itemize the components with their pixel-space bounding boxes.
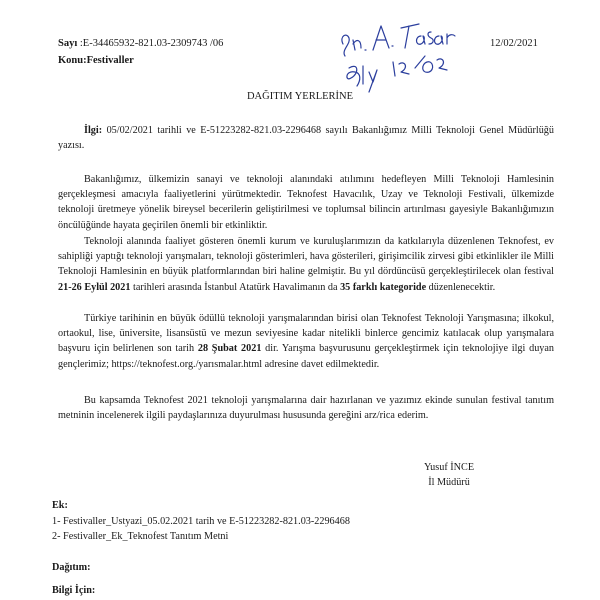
paragraph-1-text: Bakanlığımız, ülkemizin sanayi ve teknoloji alanındaki atılımını hedefleyen Milli Teknoloji Hamlesinin gerçekleşmesi amacıyla faaliyetlerini yürütmektedir. Teknofest Havacılık, Uzay ve Teknoloji Festivali, ülkemizde teknoloji üretmeye yönelik bireysel becerilerin geliştirilmesi ve toplumsal bilincin artırılması gayesiyle Bakanlığımızın öncülüğünde hayata geçirilen önemli bir etkinliktir.: [58, 174, 554, 231]
paragraph-3-text-c: dir. Yarışma başvurusunu gerçekleştirmek için teknolojiye ilgi duyan gençlerimiz; https://teknofest.org./yarısmalar.html adresine davet edilmektedir.: [58, 343, 555, 370]
paragraph-3-text-a: Türkiye tarihinin en büyük ödüllü teknoloji yarışmalarından birisi olan Teknofest Teknoloji Yarışmasına; ilkokul, ortaokul, lise, üniversite, lisansüstü ve mezun seviyesine kadar nitelikli binlerce gencimiz katılacak olup yarışmalara başvuru için belirlenen son tarih: [58, 313, 554, 355]
signature-block: [414, 460, 484, 490]
ilgi-text: 05/02/2021 tarihli ve E-51223282-821.03-2296468 sayılı Bakanlığımız Milli Teknoloji Genel Müdürlüğü yazısı.: [58, 125, 554, 152]
signatory-title: İl Müdürü: [428, 477, 470, 488]
ilgi-label: İlgi:: [84, 125, 103, 136]
paragraph-2-text-e: düzenlenecektir.: [426, 281, 496, 293]
attachment-item: 2- Festivaller_Ek_Teknofest Tanıtım Metni: [52, 531, 229, 542]
sayi-line: [58, 38, 223, 49]
konu-line: [58, 55, 134, 66]
paragraph-3: [58, 311, 554, 372]
distribution-label: Dağıtım:: [52, 562, 91, 573]
category-count: 35 farklı kategoride: [340, 281, 427, 293]
paragraph-4-text: Bu kapsamda Teknofest 2021 teknoloji yarışmalarına dair hazırlanan ve yazımız ekinde sunulan festival tanıtım metninin incelenerek ilgili paydaşlarınıza duyurulması hususunda gereğini arz/rica ederim.: [58, 395, 554, 422]
sayi-value: :E-34465932-821.03-2309743 /06: [79, 38, 224, 49]
attachments-block: [52, 498, 350, 545]
info-label: Bilgi İçin:: [52, 585, 96, 596]
paragraph-4: [58, 393, 554, 423]
konu-value: :Festivaller: [83, 55, 134, 66]
ilgi-paragraph: [58, 123, 554, 153]
signatory-name: Yusuf İNCE: [423, 462, 475, 473]
attachment-item: 1- Festivaller_Ustyazi_05.02.2021 tarih ve E-51223282-821.03-2296468: [52, 515, 350, 527]
paragraph-2-text-c: tarihleri arasında İstanbul Atatürk Havalimanın da: [130, 281, 341, 293]
document-date: 12/02/2021: [490, 38, 538, 49]
recipient-title: DAĞITIM YERLERİNE: [246, 91, 354, 102]
attachments-label: Ek:: [52, 500, 68, 511]
konu-label: Konu: [58, 55, 84, 66]
paragraph-1: [58, 172, 554, 233]
handwritten-annotation: [335, 6, 475, 96]
paragraph-2-text-a: Teknoloji alanında faaliyet gösteren önemli kurum ve kuruluşlarımızın da katkılarıyla düzenlenen Teknofest, ev sahipliği yaptığı teknoloji yarışmaları, teknoloji gösterimleri, hava gösterileri, girişimcilik zirvesi gibi etkinlikler ile Milli Teknoloji Hamlesinin en büyük platformlarından biri haline gelmiştir. Bu yıl dördüncüsü gerçekleştirilecek olan festival: [58, 236, 554, 278]
deadline-date: 28 Şubat 2021: [197, 343, 262, 355]
festival-dates: 21-26 Eylül 2021: [58, 281, 131, 293]
sayi-label: Sayı: [58, 38, 78, 49]
paragraph-2: [58, 234, 554, 295]
